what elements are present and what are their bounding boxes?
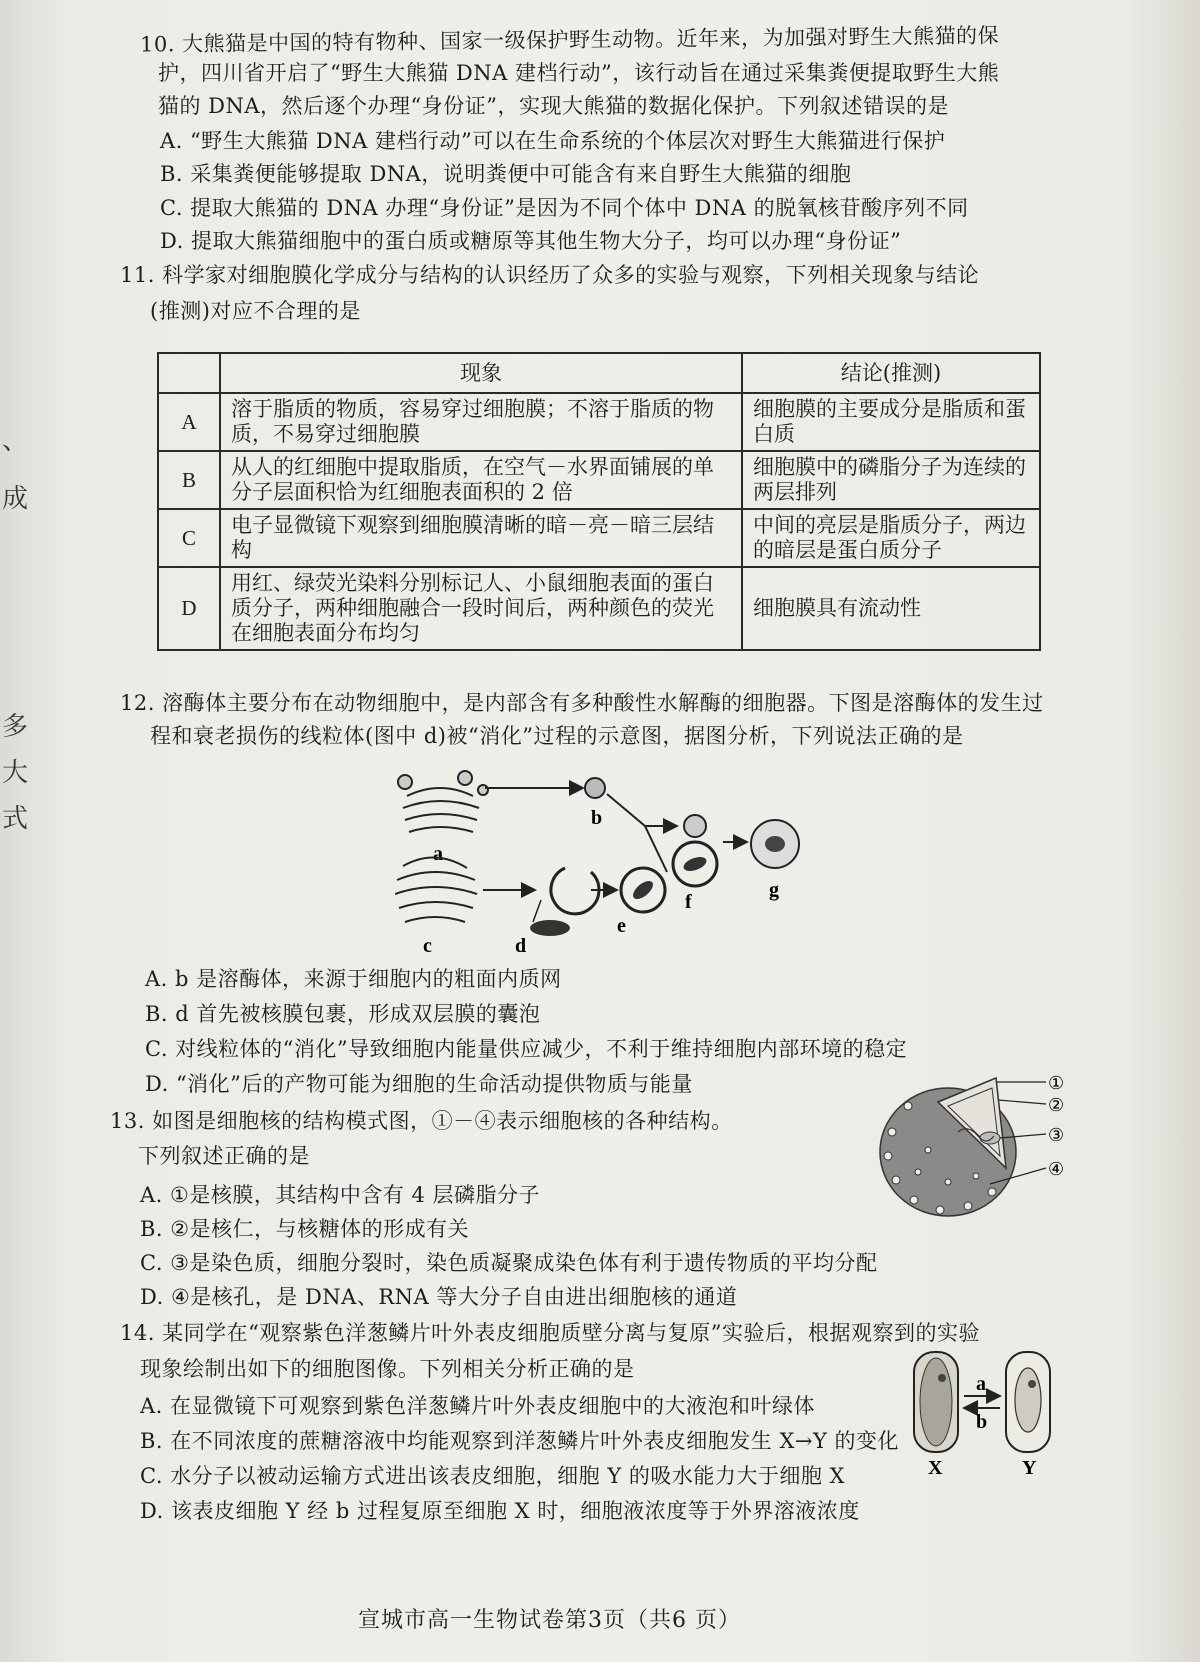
cell-label-y: Y bbox=[1022, 1457, 1037, 1478]
label-f: f bbox=[685, 891, 692, 913]
label-e: e bbox=[617, 915, 626, 937]
arrow-label-a: a bbox=[976, 1373, 986, 1395]
label-4: ④ bbox=[1048, 1159, 1065, 1180]
row-phenomenon: 溶于脂质的物质，容易穿过细胞膜；不溶于脂质的物质，不易穿过细胞膜 bbox=[220, 393, 742, 451]
q12-stem-line: 12. 溶酶体主要分布在动物细胞中，是内部含有多种酸性水解酶的细胞器。下图是溶酶体的发生过 bbox=[120, 691, 1044, 715]
q12-option-d: D. “消化”后的产物可能为细胞的生命活动提供物质与能量 bbox=[145, 1072, 693, 1096]
row-phenomenon: 用红、绿荧光染料分别标记人、小鼠细胞表面的蛋白质分子，两种细胞融合一段时间后，两种颜色的荧光在细胞表面分布均匀 bbox=[220, 567, 742, 650]
q12-option-c: C. 对线粒体的“消化”导致细胞内能量供应减少，不利于维持细胞内部环境的稳定 bbox=[145, 1037, 908, 1061]
table-row bbox=[158, 393, 1040, 451]
q10-option-d: D. 提取大熊猫细胞中的蛋白质或糖原等其他生物大分子，均可以办理“身份证” bbox=[160, 229, 902, 253]
label-1: ① bbox=[1048, 1073, 1065, 1094]
q10-option-a: A. “野生大熊猫 DNA 建档行动”可以在生命系统的个体层次对野生大熊猫进行保护 bbox=[160, 129, 946, 153]
edge-mark: 大 bbox=[2, 758, 29, 788]
lysosome-diagram bbox=[395, 768, 835, 958]
row-phenomenon: 电子显微镜下观察到细胞膜清晰的暗－亮－暗三层结构 bbox=[220, 509, 742, 567]
q14-option-b: B. 在不同浓度的蔗糖溶液中均能观察到洋葱鳞片叶外表皮细胞发生 X→Y 的变化 bbox=[140, 1429, 900, 1453]
q11-table bbox=[157, 352, 1041, 651]
row-phenomenon: 从人的红细胞中提取脂质，在空气－水界面铺展的单分子层面积恰为红细胞表面积的 2 倍 bbox=[220, 451, 742, 509]
q10-stem-line: 10. 大熊猫是中国的特有物种、国家一级保护野生动物。近年来，为加强对野生大熊猫的保 bbox=[139, 23, 1000, 57]
row-key: A bbox=[158, 393, 220, 451]
edge-mark: 式 bbox=[2, 804, 29, 834]
row-conclusion: 细胞膜的主要成分是脂质和蛋白质 bbox=[742, 393, 1040, 451]
q14-stem-line: 14. 某同学在“观察紫色洋葱鳞片叶外表皮细胞质壁分离与复原”实验后，根据观察到的实验 bbox=[120, 1321, 981, 1345]
q10-stem-line: 猫的 DNA，然后逐个办理“身份证”，实现大熊猫的数据化保护。下列叙述错误的是 bbox=[158, 94, 950, 118]
golgi-apparatus-a bbox=[398, 771, 488, 832]
q11-stem-line: 11. 科学家对细胞膜化学成分与结构的认识经历了众多的实验与观察，下列相关现象与结论 bbox=[120, 263, 980, 287]
table-row bbox=[158, 567, 1040, 650]
q13-stem-line: 13. 如图是细胞核的结构模式图，①－④表示细胞核的各种结构。 bbox=[110, 1109, 733, 1133]
q12-stem-line: 程和衰老损伤的线粒体(图中 d)被“消化”过程的示意图，据图分析，下列说法正确的是 bbox=[150, 724, 964, 748]
q10-stem-line: 护，四川省开启了“野生大熊猫 DNA 建档行动”，该行动旨在通过采集粪便提取野生大熊 bbox=[158, 61, 1000, 85]
q13-option-d: D. ④是核孔，是 DNA、RNA 等大分子自由进出细胞核的通道 bbox=[140, 1285, 738, 1309]
q14-option-d: D. 该表皮细胞 Y 经 b 过程复原至细胞 X 时，细胞液浓度等于外界溶液浓度 bbox=[140, 1499, 860, 1523]
label-d: d bbox=[515, 935, 527, 957]
label-a: a bbox=[433, 843, 443, 865]
q14-stem-line: 现象绘制出如下的细胞图像。下列相关分析正确的是 bbox=[140, 1357, 635, 1381]
edge-mark: 成 bbox=[2, 484, 29, 514]
q12-option-b: B. d 首先被核膜包裹，形成双层膜的囊泡 bbox=[145, 1002, 541, 1026]
q13-option-b: B. ②是核仁，与核糖体的形成有关 bbox=[140, 1217, 470, 1241]
arrow-label-b: b bbox=[976, 1411, 988, 1433]
label-3: ③ bbox=[1048, 1125, 1065, 1146]
mitochondrion-d bbox=[530, 920, 570, 936]
q11-stem-line: (推测)对应不合理的是 bbox=[150, 299, 361, 323]
q10-option-c: C. 提取大熊猫的 DNA 办理“身份证”是因为不同个体中 DNA 的脱氧核苷酸序列不同 bbox=[160, 196, 969, 220]
table-row bbox=[158, 509, 1040, 567]
vesicle-b bbox=[585, 778, 605, 798]
label-c: c bbox=[423, 935, 432, 957]
row-key: C bbox=[158, 509, 220, 567]
edge-mark: 多 bbox=[2, 712, 29, 742]
plasmolysis-diagram bbox=[908, 1348, 1058, 1478]
label-2: ② bbox=[1048, 1095, 1065, 1116]
q12-option-a: A. b 是溶酶体，来源于细胞内的粗面内质网 bbox=[145, 967, 562, 991]
page-footer: 宣城市高一生物试卷第3页（共6 页） bbox=[358, 1608, 741, 1633]
row-conclusion: 中间的亮层是脂质分子，两边的暗层是蛋白质分子 bbox=[742, 509, 1040, 567]
table-row bbox=[158, 451, 1040, 509]
q13-option-a: A. ①是核膜，其结构中含有 4 层磷脂分子 bbox=[140, 1183, 541, 1207]
label-b: b bbox=[591, 807, 603, 829]
cell-label-x: X bbox=[928, 1457, 943, 1478]
table-header-blank bbox=[158, 353, 220, 393]
q13-stem-line: 下列叙述正确的是 bbox=[138, 1144, 310, 1168]
table-header-phenomenon: 现象 bbox=[220, 353, 742, 393]
endoplasmic-reticulum-c bbox=[395, 857, 477, 922]
label-g: g bbox=[769, 879, 779, 901]
row-key: B bbox=[158, 451, 220, 509]
row-conclusion: 细胞膜中的磷脂分子为连续的两层排列 bbox=[742, 451, 1040, 509]
row-conclusion: 细胞膜具有流动性 bbox=[742, 567, 1040, 650]
nucleus-diagram bbox=[878, 1072, 1074, 1220]
edge-mark: 、 bbox=[2, 426, 29, 456]
q14-option-c: C. 水分子以被动运输方式进出该表皮细胞，细胞 Y 的吸水能力大于细胞 X bbox=[140, 1464, 846, 1488]
q14-option-a: A. 在显微镜下可观察到紫色洋葱鳞片叶外表皮细胞中的大液泡和叶绿体 bbox=[140, 1394, 816, 1418]
row-key: D bbox=[158, 567, 220, 650]
q13-option-c: C. ③是染色质，细胞分裂时，染色质凝聚成染色体有利于遗传物质的平均分配 bbox=[140, 1251, 878, 1275]
q10-option-b: B. 采集粪便能够提取 DNA，说明粪便中可能含有来自野生大熊猫的细胞 bbox=[160, 162, 852, 186]
table-header-conclusion: 结论(推测) bbox=[742, 353, 1040, 393]
